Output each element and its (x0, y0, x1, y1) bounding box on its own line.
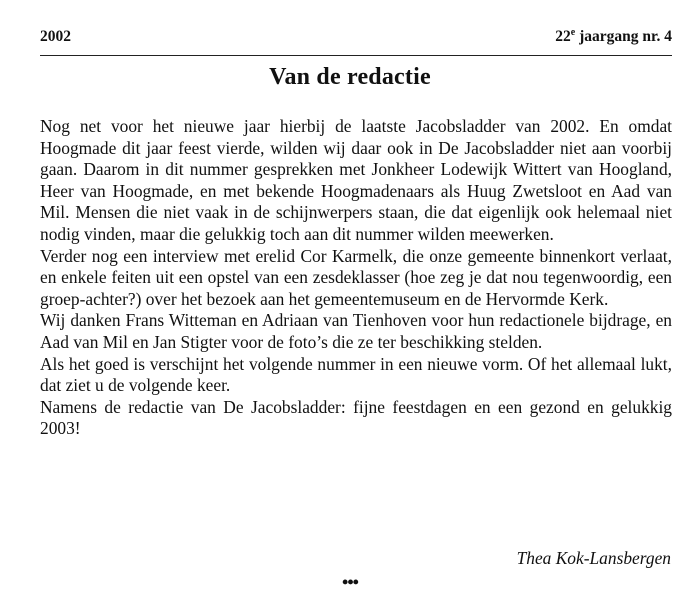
paragraph: Nog net voor het nieuwe jaar hierbij de laatste Jacobsladder van 2002. En omdat Hoogmade dit jaar feest vierde, wilden wij daar ook in De Jacobsladder niet aan voorbij gaan. Daarom in dit nummer gesprekken met Jonkheer Lodewijk Wittert van Hoogland, Heer van Hoogmade, en met bekende Hoogmadenaars als Huug Zwetsloot en Aad van Mil. Mensen die niet vaak in de schijnwerpers staan, die dat eigenlijk ook helemaal niet nodig vinden, maar die gelukkig toch aan dit nummer wilden meewerken. (40, 116, 672, 244)
article-title: Van de redactie (269, 64, 431, 90)
author-signature: Thea Kok-Lansbergen (516, 548, 671, 568)
article-body (40, 116, 672, 440)
running-header (40, 28, 672, 50)
paragraph: Wij danken Frans Witteman en Adriaan van Tienhoven voor hun redactionele bijdrage, en Aad van Mil en Jan Stigter voor de foto’s die ze ter beschikking stelden. (40, 310, 672, 352)
header-issue (555, 28, 672, 46)
issue-number: 22 (555, 28, 571, 45)
issue-text: jaargang nr. 4 (575, 28, 672, 45)
header-year: 2002 (40, 28, 71, 45)
end-ornament: ••• (342, 572, 358, 592)
paragraph: Verder nog een interview met erelid Cor Karmelk, die onze gemeente binnenkort verlaat, en enkele feiten uit een opstel van een zesdeklasser (hoe zeg je dat nou tegenwoordig, een groep-achter?) over het bezoek aan het gemeentemuseum en de Hervormde Kerk. (40, 245, 672, 309)
paragraph: Als het goed is verschijnt het volgende nummer in een nieuwe vorm. Of het allemaal lukt, dat ziet u de volgende keer. (40, 353, 672, 396)
paragraph: Namens de redactie van De Jacobsladder: fijne feestdagen en een gezond en gelukkig 2003! (40, 396, 672, 439)
header-divider (40, 55, 672, 56)
issue-suffix: e (570, 27, 576, 38)
